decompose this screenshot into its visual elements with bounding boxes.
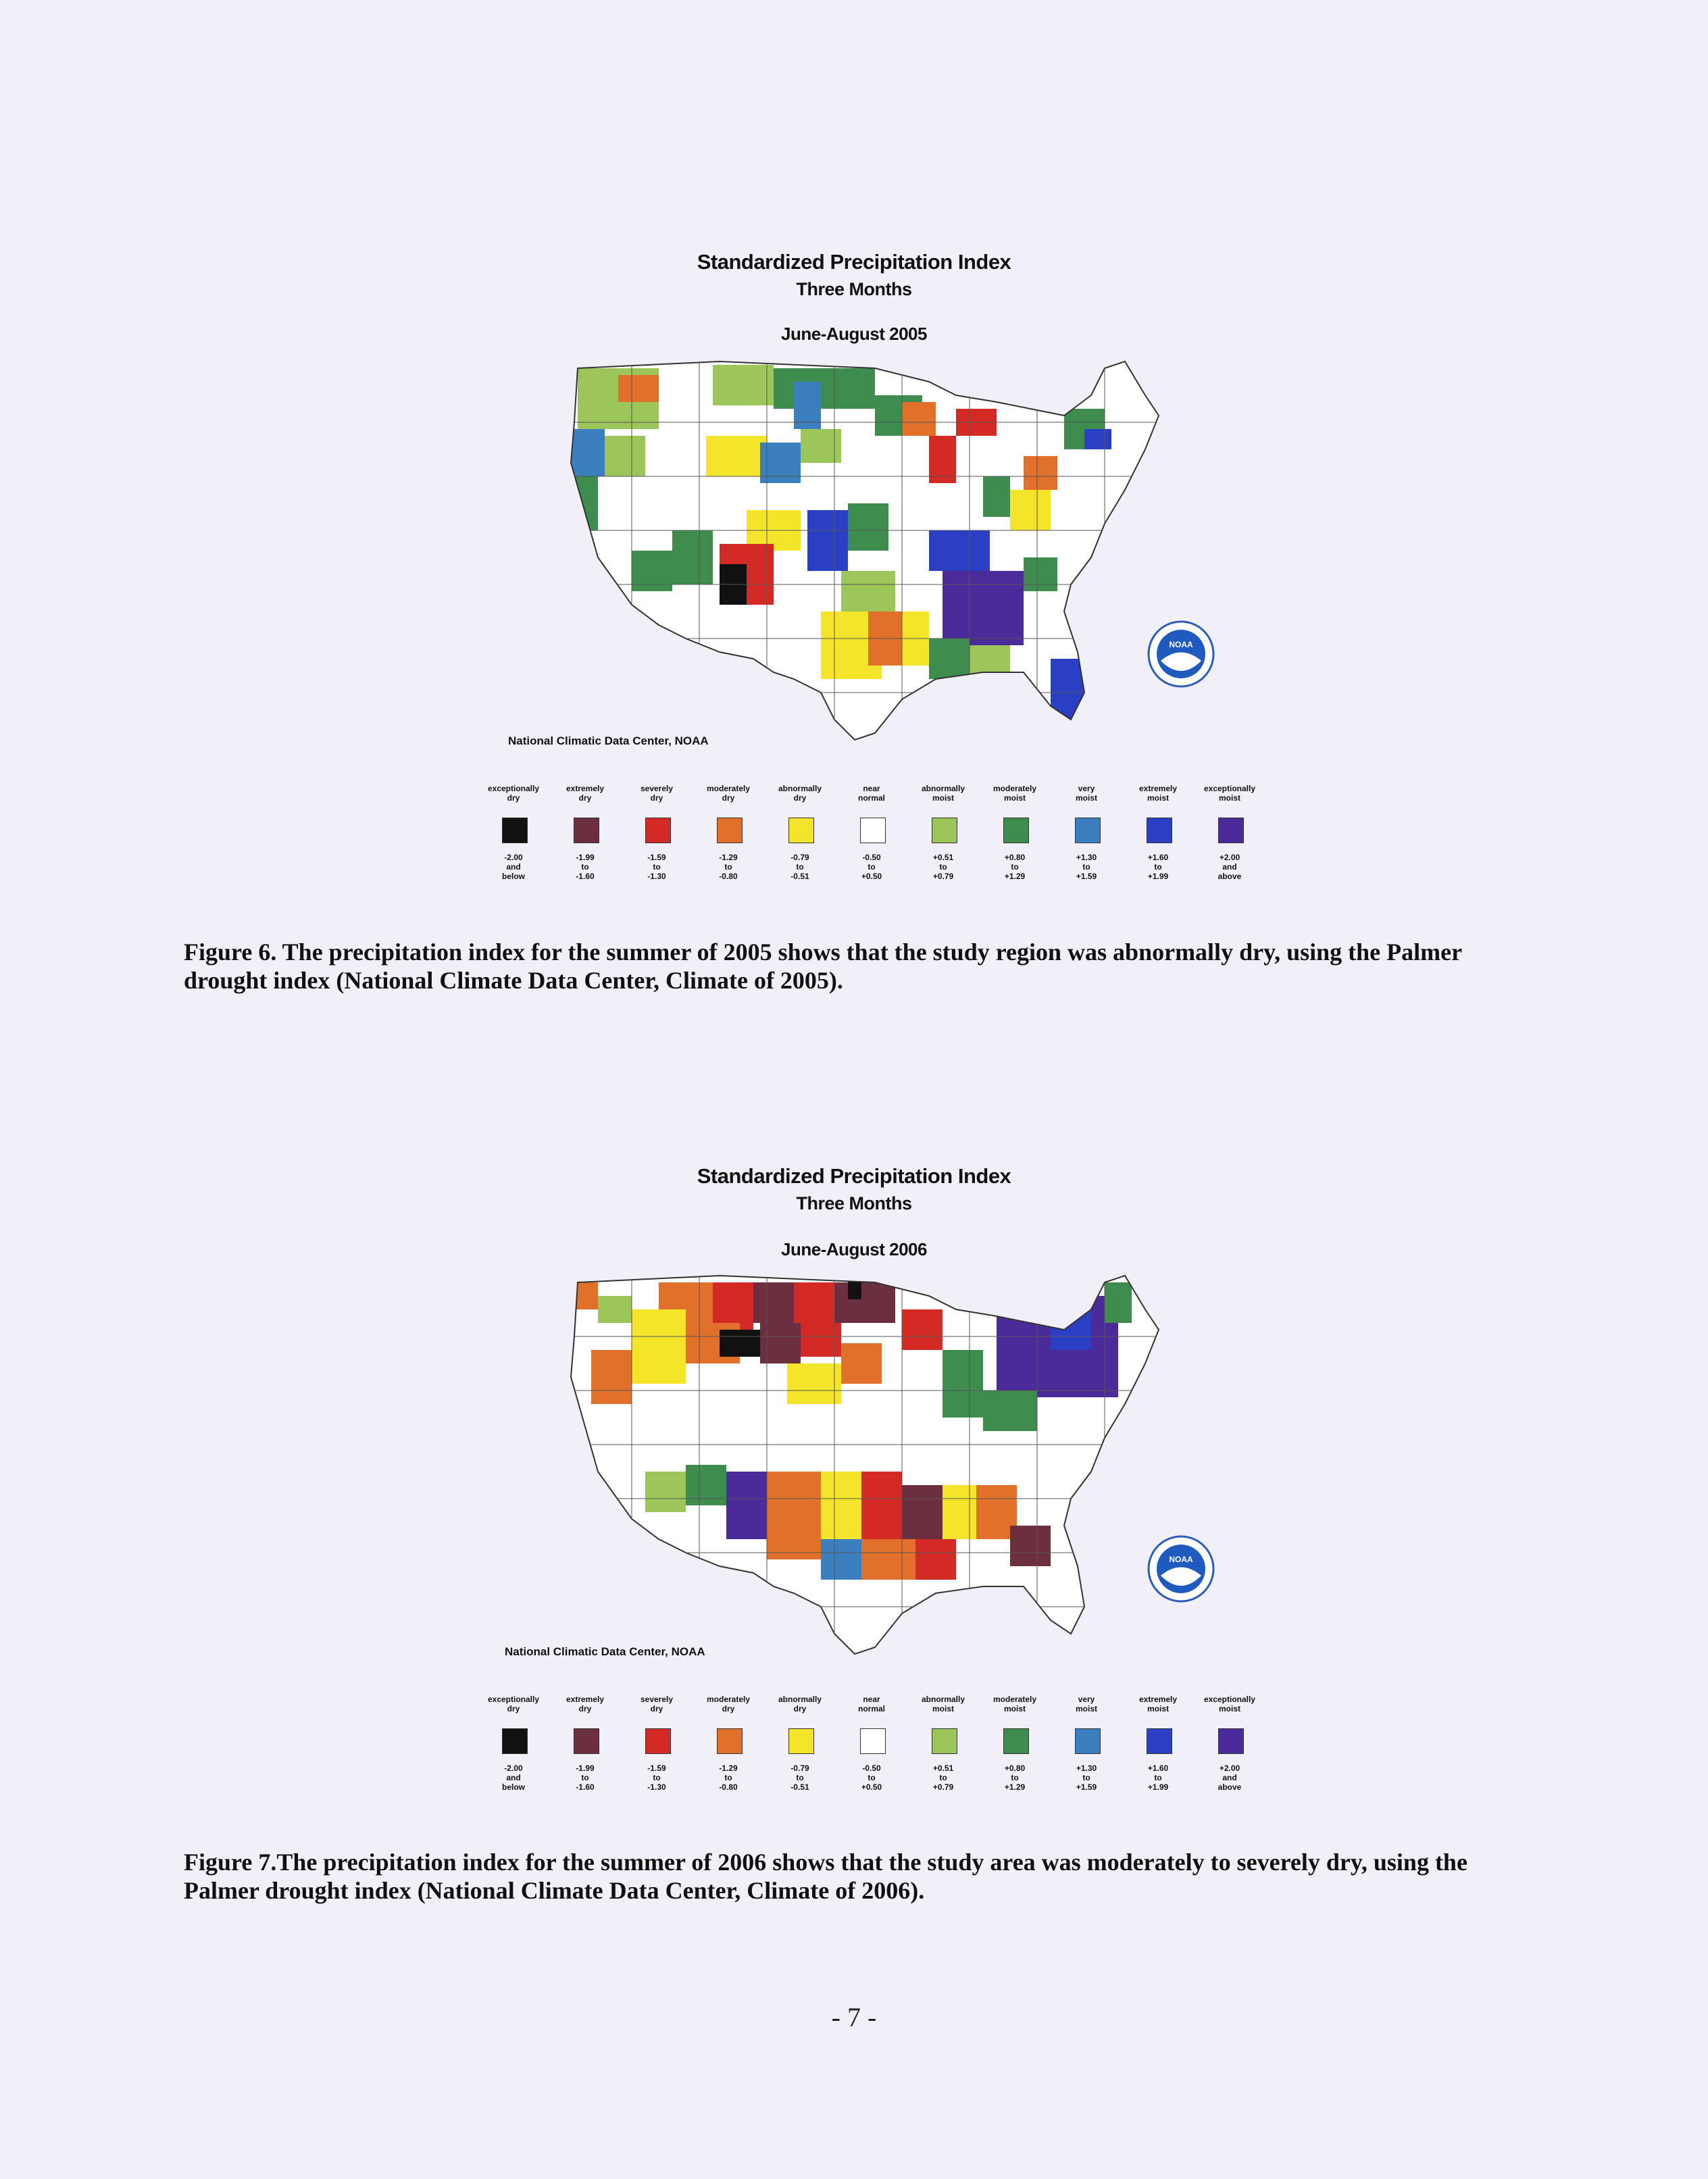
legend-label: exceptionally dry — [487, 1695, 540, 1713]
legend-range: -1.99 to -1.60 — [576, 853, 595, 881]
page-number: - 7 - — [831, 2002, 877, 2032]
legend-swatch — [717, 818, 743, 843]
legend-swatch — [788, 818, 814, 843]
legend-swatch — [1075, 1728, 1101, 1754]
noaa-logo-text: NOAA — [1169, 1555, 1193, 1564]
legend-range: -0.79 to -0.51 — [790, 1763, 809, 1792]
legend-swatch — [574, 818, 599, 843]
legend-range: +2.00 and above — [1217, 1763, 1242, 1792]
legend-label: moderately dry — [706, 784, 751, 803]
legend-label: abnormally moist — [921, 1695, 965, 1713]
legend-label: exceptionally dry — [487, 784, 540, 803]
legend-range: -0.50 to +0.50 — [861, 1763, 882, 1792]
figure-7-period: June-August 2006 — [781, 1239, 927, 1259]
legend-label: moderately moist — [993, 784, 1037, 803]
legend-range: -1.99 to -1.60 — [576, 1763, 595, 1792]
legend-label: very moist — [1075, 1695, 1097, 1713]
figure-7-credit: National Climatic Data Center, NOAA — [505, 1645, 705, 1658]
legend-range: -1.29 to -0.80 — [719, 1763, 738, 1792]
legend-swatch — [1218, 1728, 1244, 1754]
legend-range: +0.51 to +0.79 — [932, 1763, 954, 1792]
legend-swatch — [788, 1728, 814, 1754]
noaa-logo-text: NOAA — [1169, 640, 1193, 649]
legend-range: +1.60 to +1.99 — [1147, 1763, 1169, 1792]
legend-range: +0.51 to +0.79 — [932, 853, 954, 881]
legend-label: moderately moist — [993, 1695, 1037, 1713]
legend-swatch — [860, 818, 886, 843]
legend-label: near normal — [857, 1695, 885, 1713]
legend-range: +0.80 to +1.29 — [1004, 1763, 1026, 1792]
legend-label: very moist — [1075, 784, 1097, 803]
legend-label: extremely moist — [1138, 784, 1178, 803]
legend-range: -0.50 to +0.50 — [861, 853, 882, 881]
legend-swatch — [932, 818, 957, 843]
legend-swatch — [1003, 818, 1029, 843]
legend-range: -2.00 and below — [501, 853, 525, 881]
figure-6-subtitle: Three Months — [796, 279, 912, 299]
legend-range: +1.60 to +1.99 — [1147, 853, 1169, 881]
legend-swatch — [1218, 818, 1244, 843]
legend-swatch — [574, 1728, 599, 1754]
figure-7-title: Standardized Precipitation Index — [697, 1164, 1011, 1188]
legend-label: extremely dry — [566, 784, 605, 803]
legend-label: extremely dry — [566, 1695, 605, 1713]
figure-6-period: June-August 2005 — [781, 324, 927, 344]
legend-range: +2.00 and above — [1217, 853, 1242, 881]
legend-swatch — [717, 1728, 743, 1754]
legend-label: moderately dry — [706, 1695, 751, 1713]
legend-label: exceptionally moist — [1203, 784, 1256, 803]
noaa-logo-2006 — [1147, 1535, 1215, 1603]
legend-range: +1.30 to +1.59 — [1076, 1763, 1097, 1792]
legend-swatch — [1075, 818, 1101, 843]
noaa-logo-2005 — [1147, 620, 1215, 688]
legend-swatch — [645, 818, 671, 843]
legend-swatch — [645, 1728, 671, 1754]
legend-label: near normal — [857, 784, 885, 803]
legend-label: extremely moist — [1138, 1695, 1178, 1713]
legend-swatch — [860, 1728, 886, 1754]
figure-6-caption: Figure 6. The precipitation index for the summer of 2005 shows that the study region was abnormally dry, using the Palmer drought index (National Climate Data Center, Climate of 2005). — [184, 938, 1462, 994]
legend-label: severely dry — [640, 784, 674, 803]
legend-label: severely dry — [640, 1695, 674, 1713]
legend-swatch — [1147, 1728, 1172, 1754]
spi-map-2006 — [551, 1269, 1186, 1674]
figure-6-title: Standardized Precipitation Index — [697, 250, 1011, 274]
legend-range: -1.59 to -1.30 — [647, 1763, 666, 1792]
legend-swatch — [502, 1728, 528, 1754]
legend-label: abnormally dry — [778, 1695, 822, 1713]
legend-label: exceptionally moist — [1203, 1695, 1256, 1713]
legend-label: abnormally moist — [921, 784, 965, 803]
legend-swatch — [932, 1728, 957, 1754]
legend-swatch — [1147, 818, 1172, 843]
legend-swatch — [1003, 1728, 1029, 1754]
legend-range: -1.59 to -1.30 — [647, 853, 666, 881]
legend-range: +1.30 to +1.59 — [1076, 853, 1097, 881]
figure-7-caption: Figure 7.The precipitation index for the summer of 2006 shows that the study area was moderately to severely dry, using the Palmer drought index (National Climate Data Center, Climate of 2006). — [184, 1849, 1467, 1904]
legend-range: -0.79 to -0.51 — [790, 853, 809, 881]
legend-range: -1.29 to -0.80 — [719, 853, 738, 881]
spi-map-2005 — [551, 355, 1186, 760]
figure-6-credit: National Climatic Data Center, NOAA — [508, 734, 709, 747]
legend-swatch — [502, 818, 528, 843]
figure-7-subtitle: Three Months — [796, 1193, 912, 1213]
legend-range: -2.00 and below — [501, 1763, 525, 1792]
legend-range: +0.80 to +1.29 — [1004, 853, 1026, 881]
legend-label: abnormally dry — [778, 784, 822, 803]
